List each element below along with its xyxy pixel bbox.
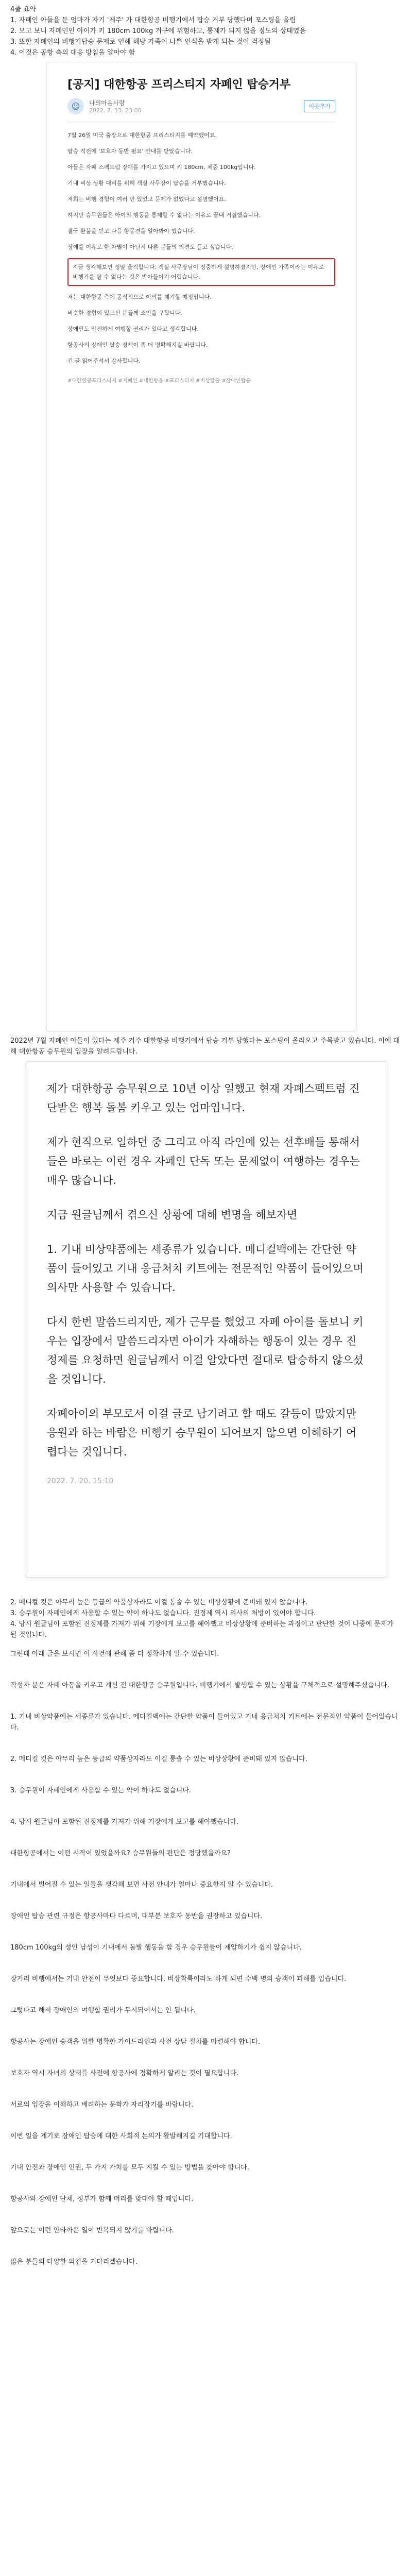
hashtags[interactable]: #대한항공프리스티지 #자폐인 #대한항공 #프리스티지 #비상탈출 #장애인탑승 xyxy=(67,378,251,384)
bottom-paragraph: 대한항공에서는 어떤 시작이 있었을까요? 승무원들의 판단은 정당했을까요? xyxy=(10,1850,231,1857)
reply-list-item: 2. 메디컬 킷은 아무리 높은 등급의 약품상자라도 이걸 통솔 수 있는 비상상황에 준비돼 있지 않습니다. xyxy=(10,1599,307,1606)
bottom-paragraph: 이번 일을 계기로 장애인 탑승에 대한 사회적 논의가 활발해지길 기대합니다. xyxy=(10,2132,232,2140)
post-paragraph: 저희는 비행 경험이 여러 번 있었고 문제가 없었다고 설명했어요. xyxy=(67,196,226,202)
post-meta xyxy=(67,98,335,114)
bottom-paragraph: 180cm 100kg의 성인 남성이 기내에서 돌발 행동을 할 경우 승무원들이 제압하기가 쉽지 않습니다. xyxy=(10,1944,302,1952)
reply-paragraph: 다시 한번 말씀드리지만, 제가 근무를 했었고 자폐 아이를 돌보니 키우는 입장에서 말씀드리자면 아이가 자해하는 행동이 있는 경우 진정제를 요청하면 원글님께서 이걸 알았다면 절대로 탑승하지 않으셨을 것입니다. xyxy=(47,1316,364,1385)
post-author[interactable]: 나의마음사랑 xyxy=(89,99,125,107)
post-paragraph: 탑승 직전에 '보호자 동반 필요' 안내를 받았습니다. xyxy=(67,148,193,155)
post-paragraph: 비슷한 경험이 있으신 분들께 조언을 구합니다. xyxy=(67,310,182,316)
reply-card xyxy=(26,1061,387,1578)
reply-list-item: 3. 승무원이 자폐인에게 사용할 수 있는 약이 하나도 없습니다. 진정제 역시 의사의 처방이 있어야 합니다. xyxy=(10,1609,316,1617)
summary-section xyxy=(10,4,402,58)
post-paragraph: 저는 대한항공 측에 공식적으로 이의를 제기할 예정입니다. xyxy=(67,294,212,300)
reply-intro xyxy=(10,1036,402,1057)
reply-list-item: 4. 당시 원글님이 포함된 진정제를 가져가 위해 기장에게 보고를 해야했고 비상상황에 준비하는 과정이고 판단한 것이 나중에 문제가 될 것입니다. xyxy=(10,1620,396,1639)
bottom-paragraph: 3. 승무원이 자폐인에게 사용할 수 있는 약이 하나도 없습니다. xyxy=(10,1787,191,1794)
highlighted-paragraph: 지금 생각해보면 정말 울컥합니다. 객실 사무장님이 정중하게 설명하셨지만, 장애인 가족이라는 이유로 비행기를 탈 수 없다는 것은 받아들이기 어렵습니다. xyxy=(67,258,335,286)
bottom-paragraph: 2. 메디컬 킷은 아무리 높은 등급의 약품상자라도 이걸 통솔 수 있는 비상상황에 준비돼 있지 않습니다. xyxy=(10,1755,307,1763)
bottom-paragraph: 보호자 역시 자녀의 상태를 사전에 항공사에 정확하게 알리는 것이 필요합니다. xyxy=(10,2070,239,2077)
post-paragraph: 기내 비상 상황 대비를 위해 객실 사무장이 탑승을 거부했습니다. xyxy=(67,180,226,187)
post-paragraph: 7월 26일 미국 출장으로 대한항공 프리스티지를 예약했어요. xyxy=(67,132,217,139)
bottom-paragraph: 장애인 탑승 관련 규정은 항공사마다 다르며, 대부분 보호자 동반을 권장하고 있습니다. xyxy=(10,1912,263,1920)
blog-post-card xyxy=(46,62,356,1031)
reply-list-section xyxy=(10,1597,402,1640)
summary-line: 2. 모고 보니 자폐인인 아이가 키 180cm 100kg 거구에 위험하고, 통제가 되지 않을 정도의 상태였음 xyxy=(10,27,306,35)
follow-button[interactable]: 이웃추가 xyxy=(304,100,335,112)
post-paragraph: 장애인도 안전하게 여행할 권리가 있다고 생각합니다. xyxy=(67,326,199,332)
post-paragraph: 결국 환불을 받고 다음 항공편을 알아봐야 했습니다. xyxy=(67,228,195,234)
bottom-paragraph: 앞으로는 이런 안타까운 일이 반복되지 않기를 바랍니다. xyxy=(10,2227,174,2234)
reply-date: 2022. 7. 20. 15:10 xyxy=(47,1477,114,1485)
bottom-section xyxy=(10,1649,402,2288)
bottom-paragraph: 작성자 분은 자폐 아동을 키우고 계신 전 대한항공 승무원입니다. 비행기에서 발생할 수 있는 상황을 구체적으로 설명해주셨습니다. xyxy=(10,1682,389,1689)
bottom-paragraph: 그렇다고 해서 장애인의 여행할 권리가 무시되어서는 안 됩니다. xyxy=(10,2007,196,2014)
bottom-paragraph: 많은 분들의 다양한 의견을 기다리겠습니다. xyxy=(10,2258,138,2266)
bottom-paragraph: 4. 당시 원글님이 포함된 진정제를 가져가 위해 기장에게 보고를 해야했습니다. xyxy=(10,1818,239,1826)
bottom-paragraph: 항공사는 장애인 승객을 위한 명확한 가이드라인과 사전 상담 절차를 마련해야 합니다. xyxy=(10,2038,260,2046)
reply-paragraph: 지금 원글님께서 겪으신 상황에 대해 변명을 해보자면 xyxy=(47,1209,298,1221)
user-icon: ☺ xyxy=(71,101,80,111)
bottom-paragraph: 기내 안전과 장애인 인권, 두 가지 가치를 모두 지킬 수 있는 방법을 찾아야 합니다. xyxy=(10,2164,249,2172)
post-paragraph: 장애를 이유로 한 차별이 아닌지 다른 분들의 의견도 듣고 싶습니다. xyxy=(67,244,233,250)
summary-line: 4줄 요약 xyxy=(10,6,37,13)
reply-paragraph: 제가 현직으로 일하던 중 그리고 아직 라인에 있는 선후배들 통해서 들은 바로는 이런 경우 자폐인 단독 또는 문제없이 여행하는 경우는 매우 많습니다. xyxy=(47,1136,360,1187)
summary-line: 4. 이것은 공항 측의 대응 방침을 알아야 함 xyxy=(10,49,135,57)
bottom-paragraph: 장거리 비행에서는 기내 안전이 무엇보다 중요합니다. 비상착륙이라도 하게 되면 수백 명의 승객이 피해를 입습니다. xyxy=(10,1975,347,1983)
post-paragraph: 하지만 승무원들은 아이의 행동을 통제할 수 없다는 이유로 끝내 거절했습니다. xyxy=(67,212,261,218)
reply-paragraph: 제가 대한항공 승무원으로 10년 이상 일했고 현재 자폐스펙트럼 진단받은 행복 돌봄 키우고 있는 엄마입니다. xyxy=(47,1082,360,1114)
reply-intro-line: 2022년 7월 자폐인 아들이 있다는 제주 거주 대한항공 비행기에서 탑승 거부 당했다는 포스팅이 올라오고 주목받고 있습니다. 이에 대해 대한항공 승무원의 입장을 알려드립니다. xyxy=(10,1037,400,1056)
avatar xyxy=(67,98,84,114)
post-title: [공지] 대한항공 프리스티지 자폐인 탑승거부 xyxy=(67,78,291,91)
bottom-paragraph: 그런데 아래 글을 보시면 이 사건에 관해 좀 더 정확하게 알 수 있습니다. xyxy=(10,1650,219,1658)
post-paragraph: 항공사의 장애인 탑승 정책이 좀 더 명확해지길 바랍니다. xyxy=(67,342,208,348)
reply-paragraph: 자폐아이의 부모로서 이걸 글로 남기려고 할 때도 갈등이 많았지만 응원과 하는 바람은 비행기 승무원이 되어보지 않으면 이해하기 어렵다는 것입니다. xyxy=(47,1408,357,1458)
bottom-paragraph: 서로의 입장을 이해하고 배려하는 문화가 자리잡기를 바랍니다. xyxy=(10,2101,194,2109)
reply-paragraph: 1. 기내 비상약품에는 세종류가 있습니다. 메디컬백에는 간단한 약품이 들어있고 기내 응급처치 키트에는 전문적인 약품이 들어있으며 의사만 사용할 수 있습니다. xyxy=(47,1243,364,1294)
post-date: 2022. 7. 13. 23:00 xyxy=(89,107,142,114)
bottom-paragraph: 1. 기내 비상약품에는 세종류가 있습니다. 메디컬백에는 간단한 약품이 들어있고 기내 응급처치 키트에는 전문적인 약품이 들어있습니다. xyxy=(10,1713,398,1732)
bottom-paragraph: 기내에서 벌어질 수 있는 일들을 생각해 보면 사전 안내가 얼마나 중요한지 알 수 있습니다. xyxy=(10,1881,273,1889)
post-paragraph: 아들은 자폐 스펙트럼 장애를 가지고 있으며 키 180cm, 체중 100kg입니다. xyxy=(67,164,256,171)
summary-line: 1. 자폐인 아들을 둔 엄마가 자기 '제주' 가 대한항공 비행기에서 탑승 거부 당했다며 포스팅을 올림 xyxy=(10,16,296,24)
bottom-paragraph: 항공사와 장애인 단체, 정부가 함께 머리를 맞대야 할 때입니다. xyxy=(10,2195,194,2203)
summary-line: 3. 또한 자폐인의 비행기탑승 문제로 인해 해당 가족이 나쁜 인식을 받게 되는 것이 걱정됨 xyxy=(10,38,271,46)
post-paragraph: 긴 글 읽어주셔서 감사합니다. xyxy=(67,358,141,364)
